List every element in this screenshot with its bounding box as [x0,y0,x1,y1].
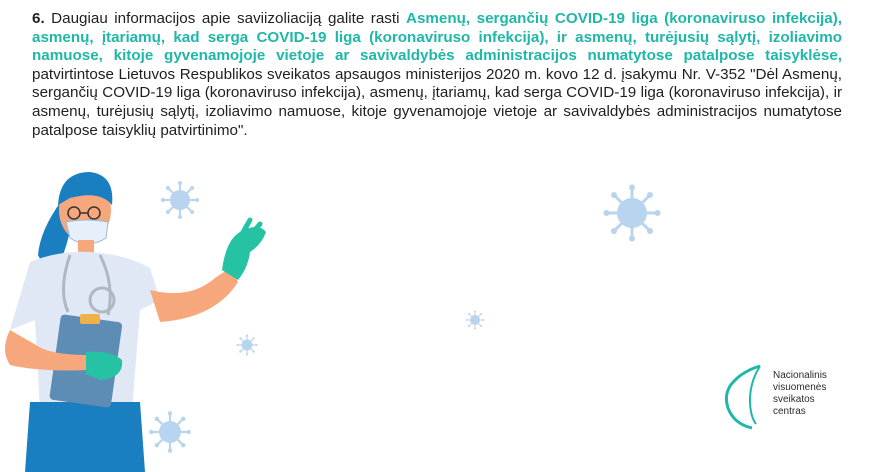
virus-icon [466,311,485,330]
virus-icon [149,411,191,453]
virus-icon [604,185,661,242]
virus-icon [237,335,258,356]
virus-icon [161,181,199,219]
paragraph-intro: Daugiau informacijos apie saviizoliaciją galite rasti [44,10,406,27]
paragraph-rest: patvirtintose Lietuvos Respublikos sveikatos apsaugos ministerijos 2020 m. kovo 12 d. įsakymu Nr. V-352 "Dėl Asmenų, sergančių COVID-19 liga (koronaviruso infekcija), asmenų, įtariamų, kad serga COVID-19 liga (koronaviruso infekcija), ir asmenų, turėjusių sąlytį, izoliavimo namuose, kitoje gyvenamojoje vietoje ar savivaldybės administracijos numatytose patalpose taisyklių patvirtinimo". [32,65,842,139]
regulation-title-highlight: Asmenų, sergančių COVID-19 liga (koronaviruso infekcija), asmenų, įtariamų, kad serga COVID-19 liga (koronaviruso infekcija), ir asmenų, turėjusių sąlytį, izoliavimo namuose, kitoje gyvenamojoje vietoje ar savivaldybės administracijos numatytose patalpose taisyklėse, [32,10,842,65]
nvsc-logo-text: Nacionalinis visuomenės sveikatos centras [773,370,827,417]
paragraph-number: 6. [32,10,45,27]
